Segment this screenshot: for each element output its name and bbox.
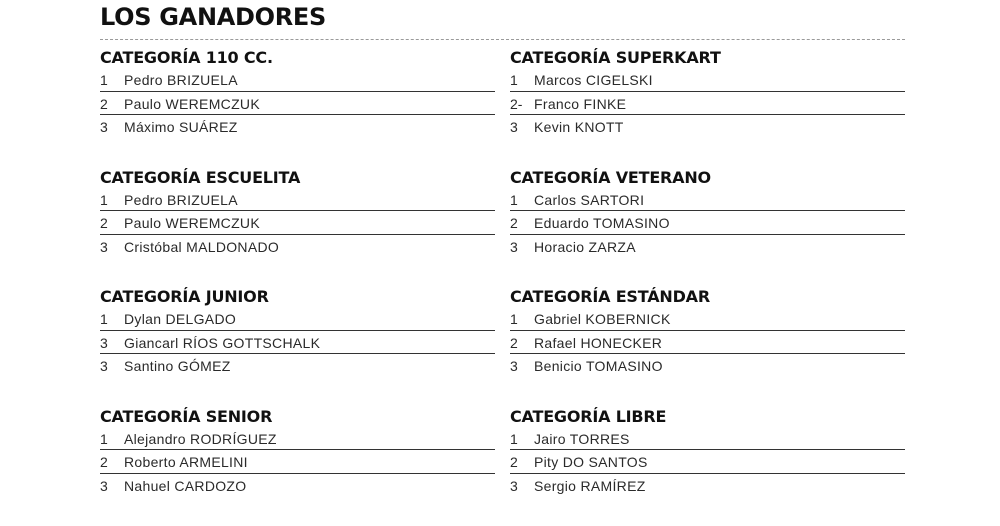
category-section-categoria-escuelita: [100, 168, 495, 288]
page-title: LOS GANADORES: [100, 3, 326, 31]
result-position: 1: [100, 311, 108, 327]
result-position: 3: [510, 239, 518, 255]
category-heading: CATEGORÍA LIBRE: [510, 407, 905, 427]
result-row: [510, 307, 905, 331]
result-row: [100, 354, 495, 378]
result-position: 1: [100, 192, 108, 208]
result-row: [100, 450, 495, 474]
result-row: [510, 354, 905, 378]
category-section-categoria-libre: [510, 407, 905, 526]
result-position: 3: [100, 239, 108, 255]
result-row: [510, 68, 905, 92]
result-row: [510, 188, 905, 212]
category-section-categoria-veterano: [510, 168, 905, 288]
result-name: Cristóbal MALDONADO: [124, 239, 279, 255]
result-name: Franco FINKE: [534, 96, 626, 112]
result-name: Nahuel CARDOZO: [124, 478, 246, 494]
result-row: [100, 68, 495, 92]
result-name: Paulo WEREMCZUK: [124, 215, 260, 231]
right-column: [510, 48, 905, 526]
result-row: [100, 331, 495, 355]
result-position: 1: [510, 72, 518, 88]
category-section-categoria-junior: [100, 287, 495, 407]
result-row: [510, 235, 905, 259]
result-name: Jairo TORRES: [534, 431, 630, 447]
dotted-divider: [100, 39, 905, 40]
result-position: 3: [510, 119, 518, 135]
result-position: 2: [510, 454, 518, 470]
result-row: [510, 92, 905, 116]
result-position: 1: [100, 72, 108, 88]
category-heading: CATEGORÍA SENIOR: [100, 407, 495, 427]
result-name: Santino GÓMEZ: [124, 358, 231, 374]
result-position: 3: [510, 358, 518, 374]
result-name: Pity DO SANTOS: [534, 454, 648, 470]
result-name: Eduardo TOMASINO: [534, 215, 670, 231]
result-row: [100, 235, 495, 259]
result-position: 2: [100, 96, 108, 112]
result-row: [100, 188, 495, 212]
result-name: Horacio ZARZA: [534, 239, 636, 255]
category-section-categoria-senior: [100, 407, 495, 526]
result-position: 2: [100, 215, 108, 231]
result-position: 3: [100, 119, 108, 135]
result-position: 1: [510, 311, 518, 327]
result-position: 3: [100, 358, 108, 374]
category-section-categoria-superkart: [510, 48, 905, 168]
result-name: Gabriel KOBERNICK: [534, 311, 671, 327]
result-name: Pedro BRIZUELA: [124, 192, 238, 208]
result-position: 1: [100, 431, 108, 447]
result-name: Kevin KNOTT: [534, 119, 624, 135]
category-section-categoria-110-cc: [100, 48, 495, 168]
result-name: Alejandro RODRÍGUEZ: [124, 431, 277, 447]
result-name: Máximo SUÁREZ: [124, 119, 238, 135]
result-position: 2: [100, 454, 108, 470]
result-row: [100, 211, 495, 235]
category-heading: CATEGORÍA VETERANO: [510, 168, 905, 188]
result-row: [100, 307, 495, 331]
result-position: 2-: [510, 96, 522, 112]
result-name: Rafael HONECKER: [534, 335, 662, 351]
result-row: [100, 474, 495, 498]
category-heading: CATEGORÍA ESTÁNDAR: [510, 287, 905, 307]
result-name: Benicio TOMASINO: [534, 358, 663, 374]
category-heading: CATEGORÍA SUPERKART: [510, 48, 905, 68]
result-row: [510, 211, 905, 235]
category-heading: CATEGORÍA 110 CC.: [100, 48, 495, 68]
result-position: 2: [510, 215, 518, 231]
category-heading: CATEGORÍA JUNIOR: [100, 287, 495, 307]
result-row: [100, 427, 495, 451]
result-name: Marcos CIGELSKI: [534, 72, 653, 88]
result-row: [510, 450, 905, 474]
result-position: 2: [510, 335, 518, 351]
result-name: Sergio RAMÍREZ: [534, 478, 646, 494]
result-position: 3: [100, 335, 108, 351]
result-row: [100, 92, 495, 116]
result-row: [510, 474, 905, 498]
result-row: [510, 331, 905, 355]
result-row: [510, 115, 905, 139]
result-name: Dylan DELGADO: [124, 311, 236, 327]
result-name: Carlos SARTORI: [534, 192, 644, 208]
result-position: 3: [510, 478, 518, 494]
result-row: [100, 115, 495, 139]
category-heading: CATEGORÍA ESCUELITA: [100, 168, 495, 188]
result-row: [510, 427, 905, 451]
category-section-categoria-estandar: [510, 287, 905, 407]
result-name: Paulo WEREMCZUK: [124, 96, 260, 112]
result-position: 1: [510, 431, 518, 447]
result-position: 1: [510, 192, 518, 208]
result-name: Giancarl RÍOS GOTTSCHALK: [124, 335, 320, 351]
result-name: Pedro BRIZUELA: [124, 72, 238, 88]
left-column: [100, 48, 495, 526]
result-name: Roberto ARMELINI: [124, 454, 248, 470]
result-position: 3: [100, 478, 108, 494]
